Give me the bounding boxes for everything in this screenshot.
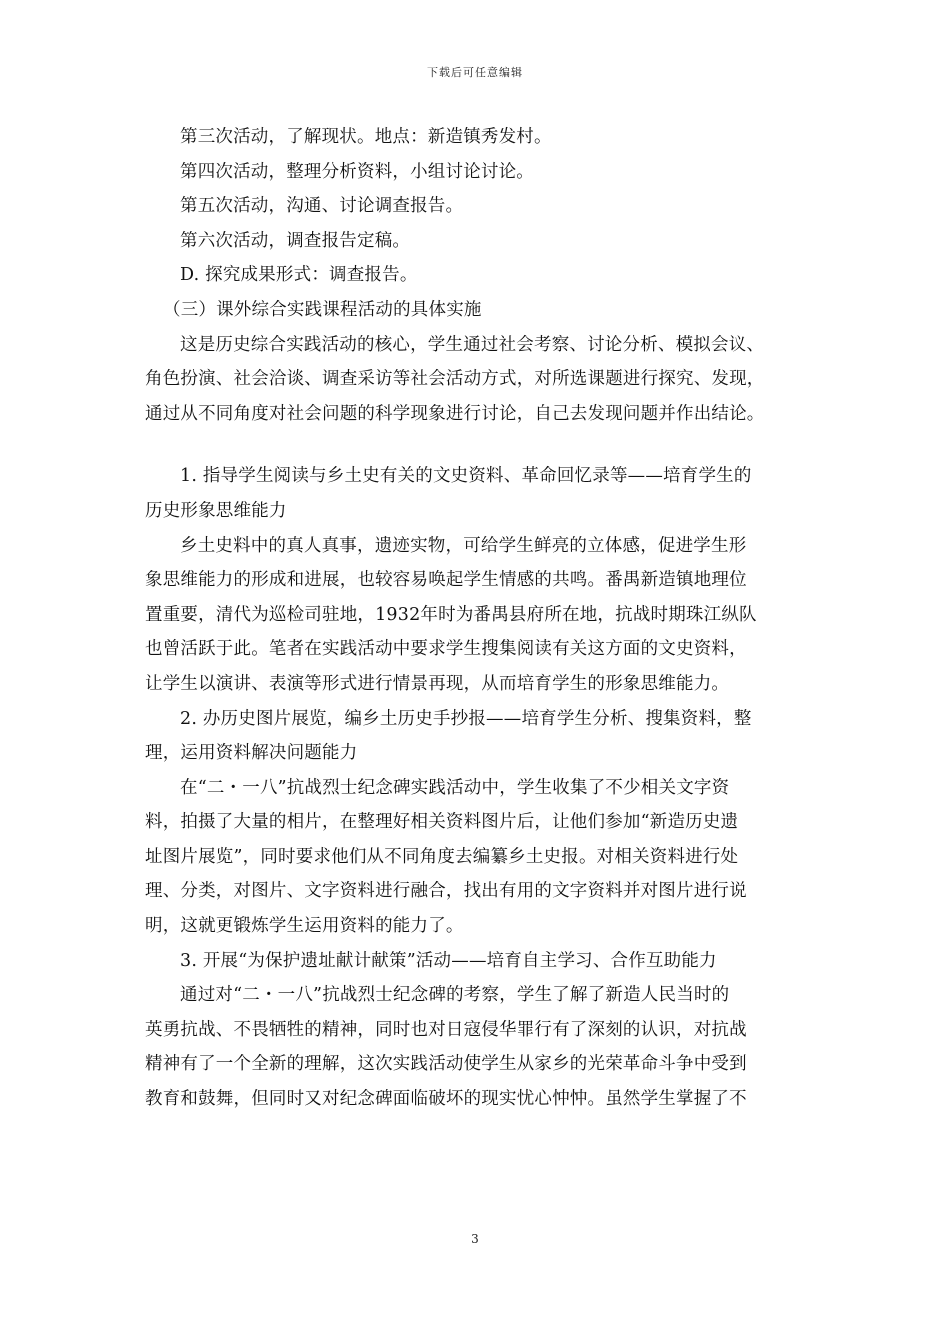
text-line: 乡土史料中的真人真事，遗迹实物，可给学生鲜亮的立体感，促进学生形 — [180, 535, 747, 556]
text-line: 象思维能力的形成和进展，也较容易唤起学生情感的共鸣。番禺新造镇地理位 — [145, 570, 747, 591]
page-header: 下载后可任意编辑 — [427, 66, 523, 79]
text-line: 置重要，清代为巡检司驻地，1932年时为番禺县府所在地，抗战时期珠江纵队 — [145, 604, 757, 625]
text-line: 址图片展览”，同时要求他们从不同角度去编纂乡土史报。对相关资料进行处 — [145, 846, 739, 867]
page-number: 3 — [471, 1232, 479, 1246]
text-line: 明，这就更锻炼学生运用资料的能力了。 — [145, 916, 464, 937]
text-line: 在“二・一八”抗战烈士纪念碑实践活动中，学生收集了不少相关文字资 — [180, 777, 730, 798]
text-line: 料，拍摄了大量的相片，在整理好相关资料图片后，让他们参加“新造历史遗 — [145, 812, 739, 833]
text-line: 教育和鼓舞，但同时又对纪念碑面临破坏的现实忧心忡忡。虽然学生掌握了不 — [145, 1089, 747, 1110]
text-line: 理，运用资料解决问题能力 — [145, 743, 358, 764]
text-line: 这是历史综合实践活动的核心，学生通过社会考察、讨论分析、模拟会议、 — [180, 334, 765, 355]
text-line: 理、分类，对图片、文字资料进行融合，找出有用的文字资料并对图片进行说 — [145, 881, 747, 902]
list-item-heading: 3. 开展“为保护遗址献计献策”活动——培育自主学习、合作互助能力 — [180, 950, 717, 971]
section-heading: （三）课外综合实践课程活动的具体实施 — [163, 299, 482, 320]
text-line: 第三次活动，了解现状。地点：新造镇秀发村。 — [180, 127, 552, 147]
text-line: 第四次活动，整理分析资料，小组讨论讨论。 — [180, 161, 534, 182]
text-line: 通过对“二・一八”抗战烈士纪念碑的考察，学生了解了新造人民当时的 — [180, 985, 730, 1006]
text-line: 历史形象思维能力 — [145, 500, 287, 521]
text-line: 让学生以演讲、表演等形式进行情景再现，从而培育学生的形象思维能力。 — [145, 673, 730, 694]
paragraph-gap — [145, 431, 825, 459]
document-body — [145, 120, 825, 1117]
text-line: 也曾活跃于此。笔者在实践活动中要求学生搜集阅读有关这方面的文史资料， — [145, 639, 747, 660]
text-line: 英勇抗战、不畏牺牲的精神，同时也对日寇侵华罪行有了深刻的认识，对抗战 — [145, 1019, 747, 1040]
text-line: 精神有了一个全新的理解，这次实践活动使学生从家乡的光荣革命斗争中受到 — [145, 1054, 747, 1075]
text-line: 第五次活动，沟通、讨论调查报告。 — [180, 196, 464, 217]
list-item-heading: 2. 办历史图片展览，编乡土历史手抄报——培育学生分析、搜集资料，整 — [180, 708, 752, 729]
text-line: 角色扮演、社会洽谈、调查采访等社会活动方式，对所选课题进行探究、发现， — [145, 369, 765, 390]
text-line: 第六次活动，调查报告定稿。 — [180, 230, 411, 251]
text-line: 通过从不同角度对社会问题的科学现象进行讨论，自己去发现问题并作出结论。 — [145, 403, 765, 424]
list-item-heading: 1. 指导学生阅读与乡土史有关的文史资料、革命回忆录等——培育学生的 — [180, 466, 752, 487]
text-line: D. 探究成果形式：调查报告。 — [180, 265, 418, 286]
